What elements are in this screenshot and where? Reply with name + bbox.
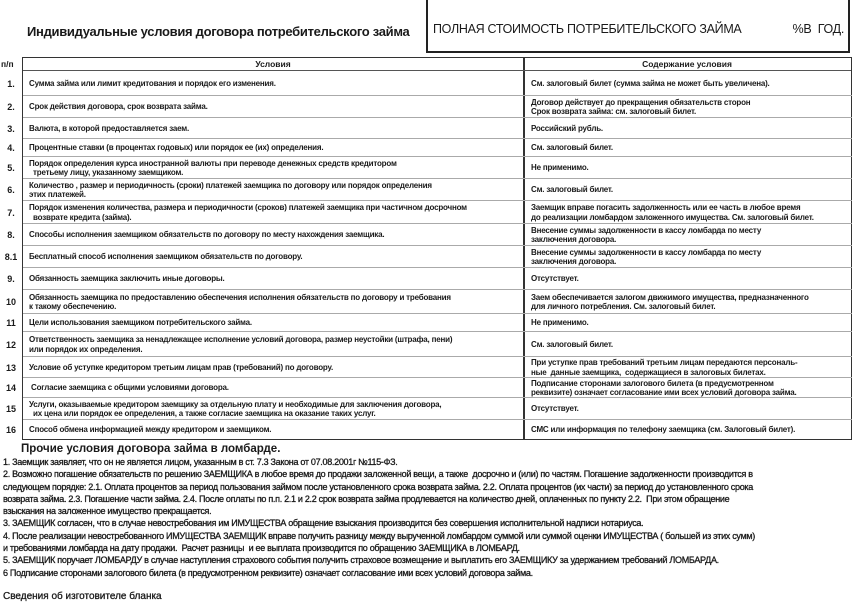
row-condition [29,383,519,393]
row-content-line: Заемщик вправе погасить задолженность или ее часть в любое время [531,203,801,212]
row-number: 15 [5,404,16,414]
row-condition-line: или порядок их определения. [29,344,143,354]
row-content-line: СМС или информация по телефону заемщика (см. Залоговый билет). [531,424,796,434]
row-content-line: до реализации ломбардом заложенного имущества. См. залоговый билет. [531,212,814,222]
row-number: 2. [7,102,15,112]
total-cost-unit: %В ГОД. [792,22,844,36]
row-condition-line: Срок действия договора, срок возврата займа. [29,102,208,112]
row-condition-line: возврате кредита (займа). [29,212,132,222]
row-condition-line: их цена или порядок ее определения, а также согласие заемщика на оказание таких услуг. [29,409,376,418]
row-content [531,203,846,222]
row-number: 5. [7,163,15,173]
total-cost-label: ПОЛНАЯ СТОИМОСТЬ ПОТРЕБИТЕЛЬСКОГО ЗАЙМА [433,22,742,36]
row-condition [29,318,519,328]
table-row [1,71,852,96]
row-content [531,98,846,117]
row-content [531,226,846,245]
table-row [1,201,852,224]
row-condition [29,363,519,373]
row-number: 16 [5,424,16,435]
row-condition [29,335,519,354]
row-condition-line: Валюта, в которой предоставляется заем. [29,123,190,133]
row-content [531,340,846,350]
row-number: 7. [7,207,15,218]
row-content-line: Подписание сторонами залогового билета (в предусмотренном [531,378,774,388]
row-condition-line: Способы исполнения заемщиком обязательств по договору по месту нахождения заемщика. [29,230,385,240]
row-condition [29,143,519,153]
row-condition-line: Обязанность заемщика заключить иные договоры. [29,274,225,284]
other-condition-line: 6 Подписание сторонами залогового билета (в предусмотренном реквизите) означает согласование ими всех условий договора займа. [3,567,533,578]
row-content-line: для личного потребления. См. залоговый билет. [531,302,716,311]
row-condition [29,102,519,112]
header-conditions: Условия [255,59,291,69]
row-condition [29,124,519,134]
row-condition-line: Порядок определения курса иностранной валюты при переводе денежных средств кредитором [29,158,397,168]
row-number: 14 [5,383,16,393]
form-maker-info: Сведения об изготовителе бланка [3,590,162,602]
row-content-line: заключения договора. [531,235,617,244]
row-number: 11 [6,318,16,328]
other-condition-line: 5. ЗАЕМЩИК поручает ЛОМБАРДУ в случае наступления страхового события получить страховое возмещение и выплатить его ЗАЕМЩИКУ за удержанием требований ЛОМБАРДА. [3,555,719,566]
row-content-line: Внесение суммы задолженности в кассу ломбарда по месту [531,225,762,235]
row-content-line: При уступке прав требований третьим лицам передаются персональ- [531,358,798,367]
table-row [1,179,852,201]
row-content-line: заключения договора. [531,257,617,266]
row-content-line: Внесение суммы задолженности в кассу ломбарда по месту [531,247,762,257]
table-row [1,332,852,357]
row-condition-line: Услуги, оказываемые кредитором заемщику за отдельную плату и необходимые для заключения договора, [29,399,442,409]
row-content [531,163,846,173]
row-number: 10 [5,297,16,307]
row-condition-line: к такому обеспечению. [29,302,117,311]
table-row [1,224,852,246]
table-row [1,139,852,157]
table-row [1,118,852,139]
row-condition [29,252,519,262]
row-content-line: См. залоговый билет. [531,339,613,349]
document-title: Индивидуальные условия договора потребительского займа [27,24,410,39]
row-condition-line: Согласие заемщика с общими условиями договора. [29,383,229,393]
row-content-line: См. залоговый билет (сумма займа не может быть увеличена). [531,78,770,88]
table-row [1,314,852,332]
row-content-line: Не применимо. [531,163,589,173]
header-number: п/п [1,59,14,69]
row-condition [29,159,519,178]
other-condition-line: 2. Возможно погашение обязательств по решению ЗАЕМЩИКА в любое время до продажи заложенной вещи, а также досрочно и (или) по частям. Погашение задолженности производится в [3,469,753,480]
other-conditions-heading: Прочие условия договора займа в ломбарде. [21,443,281,455]
row-condition [29,425,519,435]
row-condition-line: Количество , размер и периодичность (сроки) платежей заемщика по договору или порядок определения [29,180,432,190]
row-condition-line: третьему лицу, указанному заемщиком. [29,168,184,177]
row-number: 8.1 [4,252,18,262]
table-row [1,357,852,378]
row-content [531,404,846,414]
table-row [1,420,852,439]
row-content-line: Договор действует до прекращения обязательств сторон [531,97,751,107]
row-number: 3. [7,123,15,134]
row-number: 4. [7,143,15,153]
row-content-line: Не применимо. [531,318,589,328]
row-condition-line: Бесплатный способ исполнения заемщиком обязательств по договору. [29,252,303,262]
row-condition-line: Ответственность заемщика за ненадлежащее исполнение условий договора, размер неустойки (штрафа, пени) [29,335,453,344]
other-condition-line: следующем порядке: 2.1. Оплата процентов за период пользования займом после установленного срока возврата займа. 2.2. Оплата процентов (их части) за период до установленного срока [3,481,753,492]
row-condition [29,181,519,200]
row-content-line: Срок возврата займа: см. залоговый билет. [531,107,696,116]
row-condition [29,203,519,222]
row-content-line: См. залоговый билет. [531,185,613,195]
row-content [531,425,846,435]
row-content-line: Отсутствует. [531,274,579,284]
row-content-line: Российский рубль. [531,123,603,133]
row-condition-line: Обязанность заемщика по предоставлению обеспечения исполнения обязательств по договору и требования [29,292,451,302]
row-condition [29,400,519,419]
row-number: 8. [7,230,15,240]
row-condition-line: Порядок изменения количества, размера и периодичности (сроков) платежей заемщика при частичном досрочном [29,203,467,212]
row-content [531,379,846,398]
other-conditions [0,443,850,602]
row-content-line: См. залоговый билет. [531,143,613,153]
row-content [531,318,846,328]
row-content [531,79,846,89]
row-content-line: Отсутствует. [531,404,579,414]
table-row [1,246,852,268]
row-condition [29,79,519,89]
row-condition-line: Способ обмена информацией между кредитором и заемщиком. [29,424,272,434]
header-content: Содержание условия [642,59,732,69]
row-number: 9. [7,274,15,284]
table-row [1,268,852,290]
row-content-line: реквизите) означает согласование ими всех условий договора займа. [531,388,797,397]
table-row [1,290,852,314]
row-number: 13 [5,362,16,373]
row-content [531,293,846,312]
row-content [531,248,846,267]
row-content [531,185,846,195]
row-condition-line: этих платежей. [29,190,86,199]
row-number: 1. [7,78,15,89]
row-condition [29,293,519,312]
row-number: 6. [7,185,15,195]
row-content [531,274,846,284]
row-condition [29,230,519,240]
row-content-line: ные данные заемщика, содержащиеся в залоговых билетах. [531,367,766,377]
row-content [531,358,846,377]
other-condition-line: взыскания на заложенное имущество прекращается. [3,506,212,517]
table-row [1,157,852,179]
row-number: 12 [5,339,16,350]
row-condition-line: Цели использования заемщиком потребительского займа. [29,318,252,328]
row-condition-line: Сумма займа или лимит кредитования и порядок его изменения. [29,78,276,88]
total-cost-box [426,0,850,53]
table-row [1,96,852,118]
row-content [531,143,846,153]
row-condition [29,274,519,284]
row-content-line: Заем обеспечивается залогом движимого имущества, предназначенного [531,292,809,302]
other-condition-line: возврата займа. 2.3. Погашение части займа. 2.4. После оплаты по п.п. 2.1 и 2.2 срок возврата займа продлевается на количество дней, оплаченных по пункту 2.2. При этом обращение [3,493,730,504]
other-condition-line: и требованиями ломбарда на дату продажи. Расчет разницы и ее выплата производится по обращению ЗАЕМЩИКА в ЛОМБАРД. [3,543,520,554]
row-condition-line: Процентные ставки (в процентах годовых) или порядок ее (их) определения. [29,143,324,153]
table-row [1,398,852,420]
row-content [531,124,846,134]
row-condition-line: Условие об уступке кредитором третьим лицам прав (требований) по договору. [29,362,334,372]
table-row [1,378,852,398]
other-condition-line: 1. Заемщик заявляет, что он не является лицом, указанным в ст. 7.3 Закона от 07.08.2001г №115-ФЗ. [3,457,398,467]
other-condition-line: 4. После реализации невостребованного ИМУЩЕСТВА ЗАЕМЩИК вправе получить разницу между вырученной ломбардом суммой или суммой оценки ИМУЩЕСТВА ( большей из этих сумм) [3,530,755,541]
other-condition-line: 3. ЗАЕМЩИК согласен, что в случае невостребования им ИМУЩЕСТВА обращение взыскания производится без совершения исполнительной надписи нотариуса. [3,518,644,529]
